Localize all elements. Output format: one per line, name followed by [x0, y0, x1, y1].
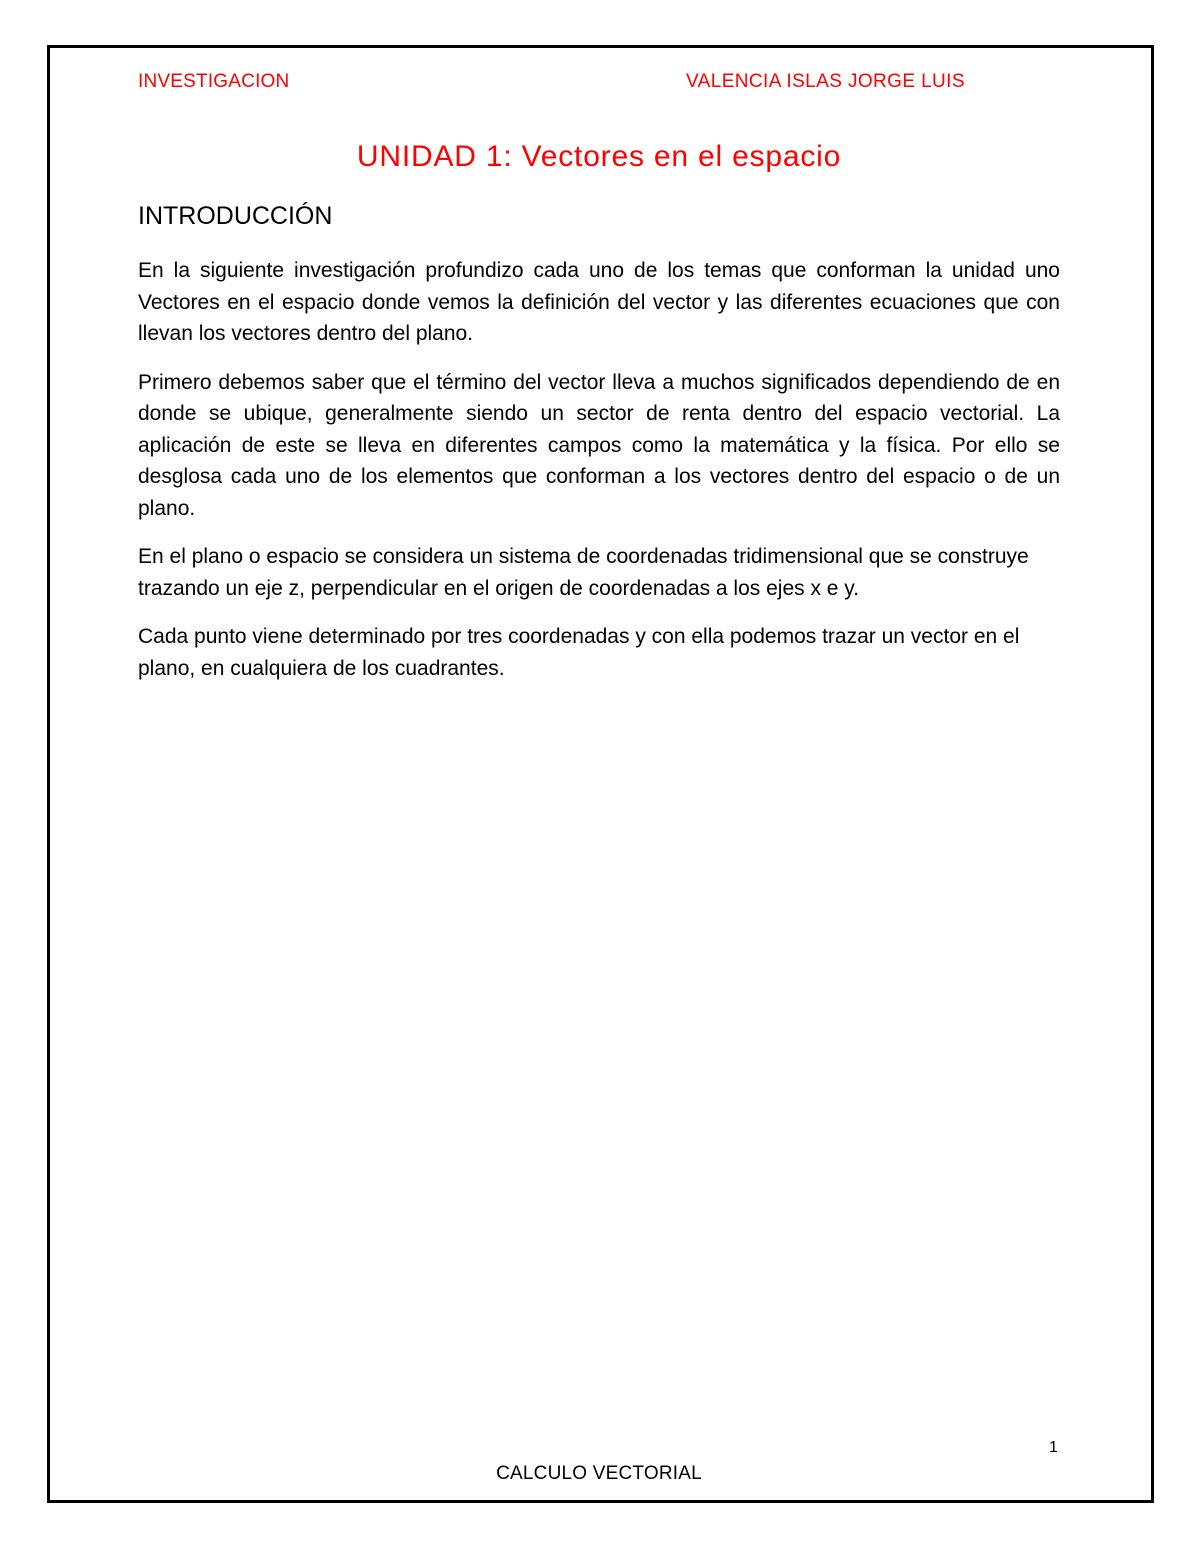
body-text: [138, 255, 1060, 701]
page-number: 1: [1049, 1439, 1058, 1456]
document-title: UNIDAD 1: Vectores en el espacio: [356, 140, 842, 173]
section-heading: INTRODUCCIÓN: [138, 202, 333, 230]
footer-label: CALCULO VECTORIAL: [496, 1463, 702, 1484]
header-left-label: INVESTIGACION: [138, 71, 290, 92]
header-author-name: VALENCIA ISLAS JORGE LUIS: [686, 71, 965, 92]
paragraph-1: En la siguiente investigación profundizo cada uno de los temas que conforman la unidad uno Vectores en el espacio donde vemos la definición del vector y las diferentes ecuaciones que con llevan los vectores dentro del plano.: [138, 259, 1060, 345]
paragraph-2: Primero debemos saber que el término del vector lleva a muchos significados dependiendo de en donde se ubique, generalmente siendo un sector de renta dentro del espacio vectorial. La aplicación de este se lleva en diferentes campos como la matemática y la física. Por ello se desglosa cada uno de los elementos que conforman a los vectores dentro del espacio o de un plano.: [138, 370, 1060, 520]
paragraph-4: Cada punto viene determinado por tres coordenadas y con ella podemos trazar un vector en el plano, en cualquiera de los cuadrantes.: [138, 625, 1020, 680]
paragraph-3: En el plano o espacio se considera un sistema de coordenadas tridimensional que se construye trazando un eje z, perpendicular en el origen de coordenadas a los ejes x e y.: [138, 545, 1029, 600]
